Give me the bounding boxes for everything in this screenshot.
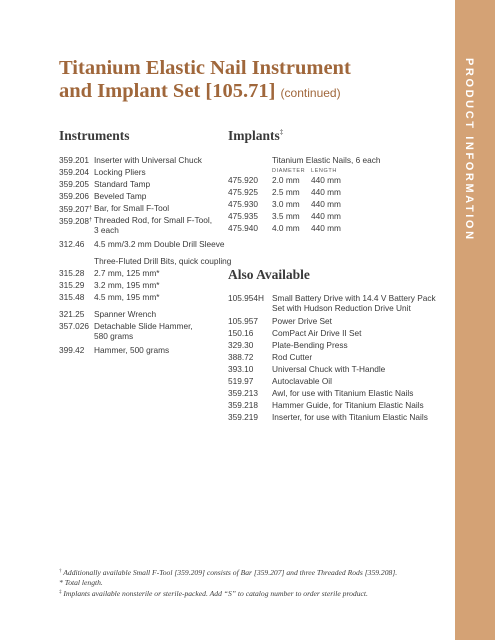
instrument-code: 357.026 <box>59 321 89 331</box>
instrument-desc-line1: Threaded Rod, for Small F-Tool, <box>94 215 213 225</box>
footnote-text: Additionally available Small F-Tool [359.209] consists of Bar [359.207] and three Threaded Rods [359.208]. <box>63 568 398 577</box>
accessory-desc: ComPact Air Drive II Set <box>272 328 362 338</box>
instrument-desc: Three-Fluted Drill Bits, quick coupling <box>94 256 232 266</box>
title-continued: (continued) <box>280 86 341 100</box>
instrument-desc: Spanner Wrench <box>94 309 157 319</box>
implant-diameter: 2.0 mm <box>272 175 300 185</box>
also-available-heading: Also Available <box>228 267 310 282</box>
instrument-desc: Bar, for Small F-Tool <box>94 203 170 213</box>
instrument-code: 359.204 <box>59 167 89 177</box>
instrument-code: 321.25 <box>59 309 85 319</box>
instrument-code: 315.48 <box>59 292 85 302</box>
double-dagger-mark: ‡ <box>279 128 284 136</box>
instrument-desc: Locking Pliers <box>94 167 146 177</box>
accessory-code: 388.72 <box>228 352 254 362</box>
accessory-desc: Power Drive Set <box>272 316 332 326</box>
instrument-code-text: 359.207 <box>59 204 89 214</box>
page-title <box>59 57 439 105</box>
accessory-code: 519.97 <box>228 376 254 386</box>
sidebar-label: PRODUCT INFORMATION <box>463 58 475 242</box>
accessory-desc: Plate-Bending Press <box>272 340 348 350</box>
accessory-desc: Hammer Guide, for Titanium Elastic Nails <box>272 400 424 410</box>
accessory-code: 329.30 <box>228 340 254 350</box>
sidebar-band <box>455 0 495 640</box>
instrument-code <box>59 215 92 226</box>
implant-diameter: 3.5 mm <box>272 211 300 221</box>
footnote <box>59 588 439 599</box>
accessory-desc-line1: Small Battery Drive with 14.4 V Battery Pack <box>272 293 436 303</box>
instrument-desc <box>94 215 212 235</box>
implant-length: 440 mm <box>311 211 341 221</box>
instrument-desc-line1: Detachable Slide Hammer, <box>94 321 193 331</box>
instrument-code: 359.205 <box>59 179 89 189</box>
accessory-desc: Autoclavable Oil <box>272 376 332 386</box>
implant-diameter: 4.0 mm <box>272 223 300 233</box>
instrument-desc: Standard Tamp <box>94 179 151 189</box>
instrument-desc: 4.5 mm, 195 mm* <box>94 292 160 302</box>
implant-code: 475.930 <box>228 199 258 209</box>
instrument-desc: Inserter with Universal Chuck <box>94 155 202 165</box>
dagger-mark: † <box>89 217 93 223</box>
accessory-code: 105.957 <box>228 316 258 326</box>
instrument-code <box>59 203 92 214</box>
footnote-text: * Total length. <box>59 578 103 587</box>
accessory-desc: Awl, for use with Titanium Elastic Nails <box>272 388 414 398</box>
accessory-desc: Inserter, for use with Titanium Elastic Nails <box>272 412 428 422</box>
accessory-code: 359.218 <box>228 400 258 410</box>
implants-heading-text: Implants <box>228 128 280 143</box>
footnote-text: Implants available nonsterile or sterile-packed. Add “S” to catalog number to order sterile product. <box>63 589 368 598</box>
implant-diameter: 3.0 mm <box>272 199 300 209</box>
title-line-1: Titanium Elastic Nail Instrument <box>59 57 351 79</box>
implant-code: 475.920 <box>228 175 258 185</box>
instrument-desc <box>94 321 193 341</box>
footnotes <box>59 567 439 599</box>
implant-length: 440 mm <box>311 199 341 209</box>
implant-code: 475.940 <box>228 223 258 233</box>
accessory-code: 150.16 <box>228 328 254 338</box>
instrument-code: 312.46 <box>59 239 85 249</box>
accessory-desc <box>272 293 436 313</box>
footnote <box>59 567 439 578</box>
instrument-desc: Hammer, 500 grams <box>94 345 170 355</box>
instrument-desc: 2.7 mm, 125 mm* <box>94 268 160 278</box>
column-length: LENGTH <box>311 168 337 174</box>
implant-length: 440 mm <box>311 187 341 197</box>
accessory-code: 359.219 <box>228 412 258 422</box>
footnote-mark: ‡ <box>59 590 62 595</box>
column-diameter: DIAMETER <box>272 168 306 174</box>
instrument-desc-line2: 580 grams <box>94 331 134 341</box>
accessory-code: 359.213 <box>228 388 258 398</box>
instrument-code: 399.42 <box>59 345 85 355</box>
instrument-desc: Beveled Tamp <box>94 191 147 201</box>
implant-diameter: 2.5 mm <box>272 187 300 197</box>
instrument-desc-line2: 3 each <box>94 225 119 235</box>
implants-intro-text: Titanium Elastic Nails, 6 each <box>272 155 381 165</box>
instrument-code: 359.201 <box>59 155 89 165</box>
instruments-heading: Instruments <box>59 128 130 143</box>
title-line-2-text: and Implant Set [105.71] <box>59 80 276 102</box>
instrument-code-text: 359.208 <box>59 216 89 226</box>
instrument-code: 315.28 <box>59 268 85 278</box>
implant-code: 475.925 <box>228 187 258 197</box>
footnote-mark: † <box>59 569 62 574</box>
instrument-desc: 4.5 mm/3.2 mm Double Drill Sleeve <box>94 239 225 249</box>
accessory-code: 393.10 <box>228 364 254 374</box>
implant-length: 440 mm <box>311 223 341 233</box>
instrument-code: 359.206 <box>59 191 89 201</box>
dagger-mark: † <box>89 205 93 211</box>
instrument-code: 315.29 <box>59 280 85 290</box>
accessory-desc: Universal Chuck with T-Handle <box>272 364 386 374</box>
accessory-desc: Rod Cutter <box>272 352 313 362</box>
footnote <box>59 578 439 588</box>
instrument-desc: 3.2 mm, 195 mm* <box>94 280 160 290</box>
accessory-desc-line2: Set with Hudson Reduction Drive Unit <box>272 303 411 313</box>
implant-code: 475.935 <box>228 211 258 221</box>
title-line-2 <box>59 80 439 105</box>
implants-heading <box>228 128 283 144</box>
accessory-code: 105.954H <box>228 293 264 303</box>
implant-length: 440 mm <box>311 175 341 185</box>
